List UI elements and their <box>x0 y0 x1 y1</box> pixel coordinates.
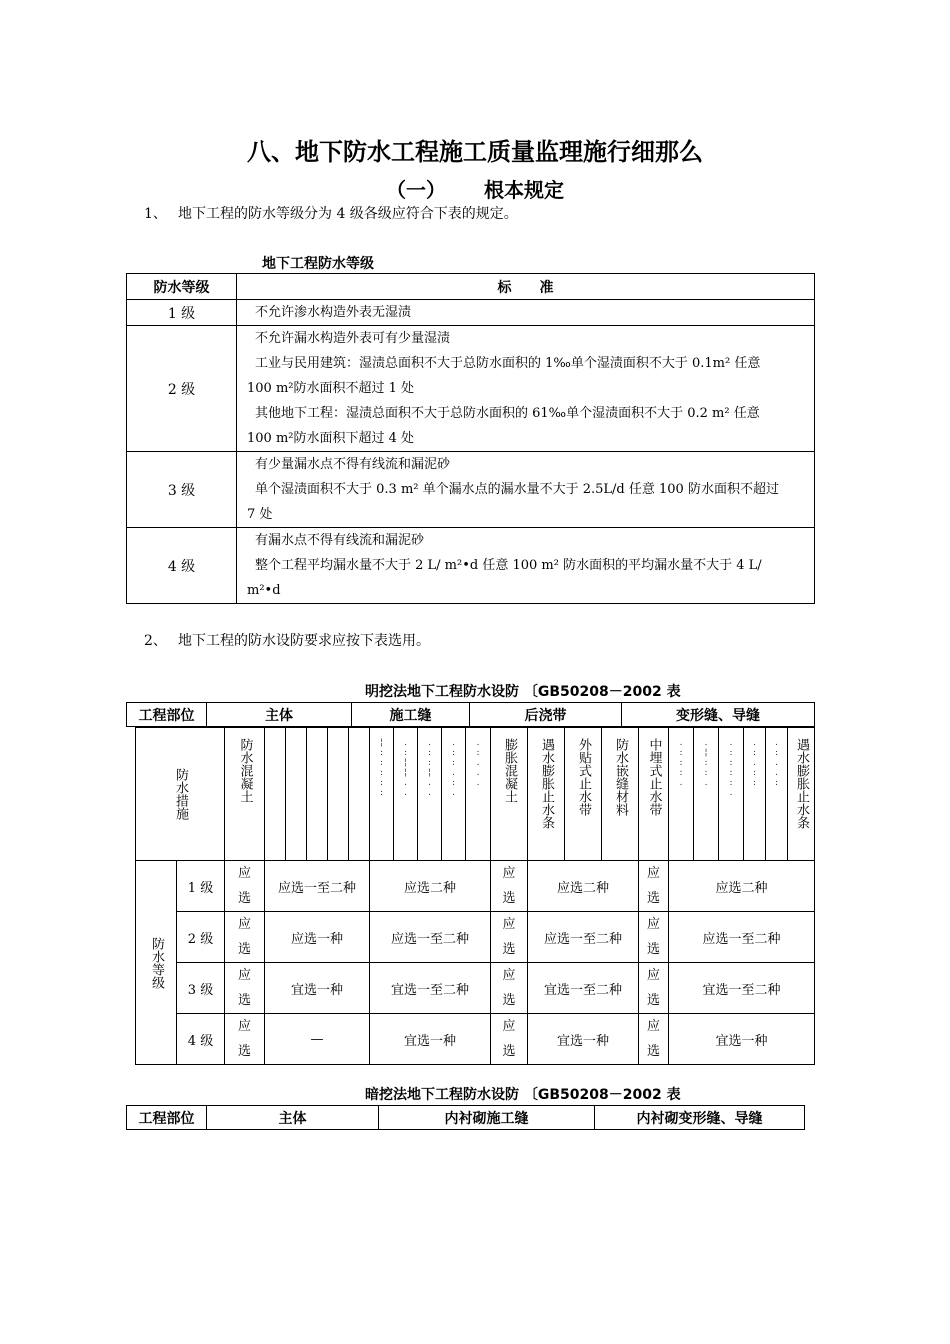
paragraph-1 <box>144 203 518 223</box>
measure-cell <box>225 728 265 861</box>
grade-label-cell <box>136 861 177 1065</box>
table1-caption: 地下工程防水等级 <box>262 256 374 272</box>
waterproof-grade-table <box>126 273 815 604</box>
measure-cell <box>491 728 528 861</box>
grade-cell: 3 级 <box>127 452 237 528</box>
table-header: 变形缝、导缝 <box>622 703 815 727</box>
standard-line: m²•d <box>247 583 281 598</box>
table-row <box>136 1014 815 1065</box>
main-option-cell: 宜选一种 <box>265 963 370 1014</box>
deform-required-cell: 应选 <box>639 912 669 963</box>
table-header: 内衬砌变形缝、导缝 <box>595 1106 805 1130</box>
page-title: 八、地下防水工程施工质量监理施行细那么 <box>247 138 703 166</box>
grade-cell: 4 级 <box>177 1014 225 1065</box>
grade-cell: 3 级 <box>177 963 225 1014</box>
paragraph-index: 2、 <box>144 633 167 649</box>
section-number: （一） <box>386 178 446 202</box>
measure-name: 遇水膨胀止水条 <box>539 738 554 829</box>
paragraph-text: 地下工程的防水设防要求应按下表选用。 <box>178 633 430 649</box>
joint-option-cell: 应选一至二种 <box>370 912 491 963</box>
main-option-cell: 应选一至二种 <box>265 861 370 912</box>
deform-required-cell: 应选 <box>639 861 669 912</box>
post-option-cell: 宜选一至二种 <box>528 963 639 1014</box>
measure-cell <box>639 728 669 861</box>
measure-name: 膨胀混凝土 <box>502 738 517 803</box>
joint-option-cell: 宜选一种 <box>370 1014 491 1065</box>
paragraph-text: 地下工程的防水等级分为 4 级各级应符合下表的规定。 <box>178 206 518 222</box>
measure-cell <box>286 728 307 861</box>
measure-cell <box>265 728 286 861</box>
main-required-cell: 应选 <box>225 861 265 912</box>
measure-name: 外贴式止水带 <box>576 738 591 816</box>
standard-line: 单个湿渍面积不大于 0.3 m² 单个漏水点的漏水量不大于 2.5L/d 任意 100 防水面积不超过 <box>255 482 779 497</box>
measure-cell <box>349 728 370 861</box>
standard-line: 其他地下工程：湿渍总面积不大于总防水面积的 61‰单个湿渍面积不大于 0.2 m² 任意 <box>255 406 760 421</box>
measure-cell <box>528 728 565 861</box>
grade-label: 防水等级 <box>149 936 164 989</box>
measure-name: 中埋式止水带 <box>646 738 662 816</box>
deform-option-cell: 宜选一种 <box>669 1014 815 1065</box>
paragraph-2 <box>144 630 430 650</box>
standard-line: 100 m²防水面积下超过 4 处 <box>247 431 415 446</box>
table-header: 工程部位 <box>127 703 207 727</box>
deform-option-cell: 应选二种 <box>669 861 815 912</box>
measure-cell: .::::. <box>719 728 744 861</box>
table-header: 标 准 <box>237 274 815 300</box>
standard-line: 有漏水点不得有线流和漏泥砂 <box>255 533 425 548</box>
post-option-cell: 应选一至二种 <box>528 912 639 963</box>
measure-cell <box>307 728 328 861</box>
main-required-cell: 应选 <box>225 912 265 963</box>
measure-cell: .:..: <box>766 728 788 861</box>
main-required-cell: 应选 <box>225 1014 265 1065</box>
section-heading <box>0 174 950 203</box>
measure-cell: .:... <box>466 728 491 861</box>
table-header: 主体 <box>207 703 352 727</box>
measure-name: 防水混凝土 <box>237 738 253 803</box>
grade-cell: 1 级 <box>177 861 225 912</box>
joint-option-cell: 应选二种 <box>370 861 491 912</box>
joint-option-cell: 宜选一至二种 <box>370 963 491 1014</box>
standard-line: 100 m²防水面积不超过 1 处 <box>247 381 415 396</box>
open-cut-table-header <box>126 702 815 727</box>
table-header: 防水等级 <box>127 274 237 300</box>
standard-cell <box>237 326 815 452</box>
measure-cell <box>602 728 639 861</box>
grade-cell: 4 级 <box>127 528 237 604</box>
section-title: 根本规定 <box>484 178 564 202</box>
deform-required-cell: 应选 <box>639 963 669 1014</box>
main-required-cell: 应选 <box>225 963 265 1014</box>
deform-option-cell: 宜选一至二种 <box>669 963 815 1014</box>
standard-line: 不允许渗水构造外表无湿渍 <box>255 305 412 320</box>
post-required-cell: 应选 <box>491 861 528 912</box>
table-row <box>136 912 815 963</box>
post-required-cell: 应选 <box>491 963 528 1014</box>
post-required-cell: 应选 <box>491 912 528 963</box>
grade-cell: 2 级 <box>127 326 237 452</box>
measure-name: 防水嵌缝材料 <box>613 738 628 816</box>
table-header: 施工缝 <box>352 703 470 727</box>
measure-row <box>136 728 815 861</box>
table-row <box>136 861 815 912</box>
table-header: 工程部位 <box>127 1106 207 1130</box>
table-row <box>127 326 815 452</box>
table-header: 后浇带 <box>470 703 622 727</box>
table-row <box>127 528 815 604</box>
mined-method-table-header <box>126 1105 805 1130</box>
measure-cell <box>328 728 349 861</box>
standard-line: 有少量漏水点不得有线流和漏泥砂 <box>255 457 451 472</box>
standard-cell <box>237 300 815 326</box>
main-option-cell: 应选一种 <box>265 912 370 963</box>
post-option-cell: 宜选一种 <box>528 1014 639 1065</box>
post-required-cell: 应选 <box>491 1014 528 1065</box>
standard-line: 整个工程平均漏水量不大于 2 L/ m²•d 任意 100 m² 防水面积的平均漏水量不大于 4 L/ <box>255 558 762 573</box>
measure-label-cell <box>136 728 225 861</box>
measure-cell: .:¦¦.. <box>394 728 418 861</box>
standard-line: 7 处 <box>247 507 273 522</box>
table-header: 内衬砌施工缝 <box>379 1106 595 1130</box>
post-option-cell: 应选二种 <box>528 861 639 912</box>
table-row <box>136 963 815 1014</box>
open-cut-waterproof-table <box>135 727 815 1065</box>
measure-cell: .::¦.. <box>418 728 442 861</box>
table-row <box>127 300 815 326</box>
standard-line: 工业与民用建筑：湿渍总面积不大于总防水面积的 1‰单个湿渍面积不大于 0.1m² 任意 <box>255 356 761 371</box>
standard-line: 不允许漏水构造外表可有少量湿渍 <box>255 331 451 346</box>
measure-cell: .:.:: <box>744 728 766 861</box>
table3-caption: 暗挖法地下工程防水设防 〔GB50208－2002 表 <box>365 1087 681 1103</box>
measure-cell: .¦::. <box>694 728 719 861</box>
deform-option-cell: 应选一至二种 <box>669 912 815 963</box>
table-header: 主体 <box>207 1106 379 1130</box>
paragraph-index: 1、 <box>144 206 167 222</box>
standard-cell <box>237 452 815 528</box>
measure-cell: ¦::::: <box>370 728 394 861</box>
deform-required-cell: 应选 <box>639 1014 669 1065</box>
grade-cell: 1 级 <box>127 300 237 326</box>
measure-cell: .::.:. <box>442 728 466 861</box>
measure-label: 防水措施 <box>173 768 188 820</box>
main-option-cell: — <box>265 1014 370 1065</box>
measure-name: 遇水膨胀止水条 <box>794 738 809 829</box>
table-row <box>127 452 815 528</box>
standard-cell <box>237 528 815 604</box>
measure-cell <box>565 728 602 861</box>
grade-cell: 2 级 <box>177 912 225 963</box>
measure-cell <box>788 728 815 861</box>
measure-cell: .:::. <box>669 728 694 861</box>
table2-caption: 明挖法地下工程防水设防 〔GB50208－2002 表 <box>365 684 681 700</box>
